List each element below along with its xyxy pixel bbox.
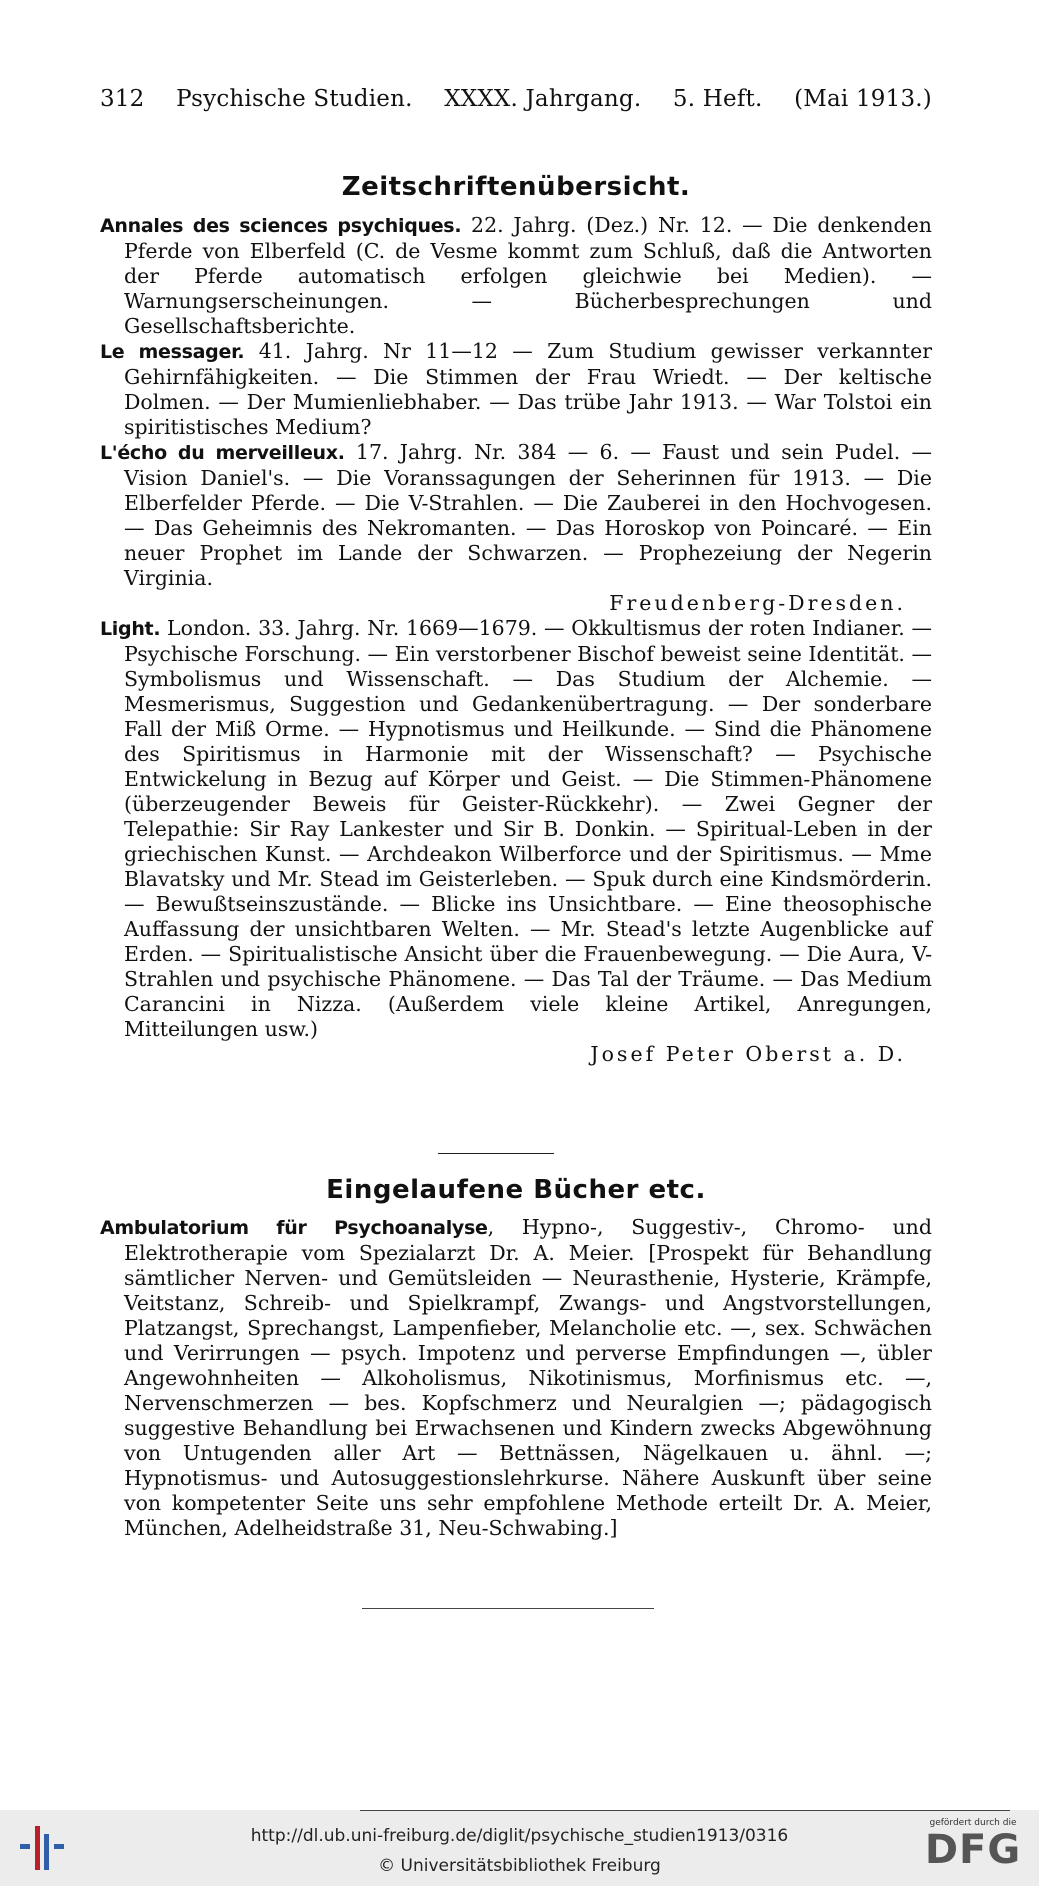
copyright: © Universitätsbibliothek Freiburg xyxy=(378,1856,661,1876)
books-list xyxy=(100,1215,932,1541)
entry-text: 22. Jahrg. (Dez.) Nr. 12. — Die denkenden Pferde von Elberfeld (C. de Vesme kommt zum Schluß, daß die Antworten der Pferde automatisch erfolgen gleichwie bei Medien). — Warnungserscheinungen. — Bücherbesprechungen und Gesellschaftsberichte. xyxy=(124,213,932,338)
divider xyxy=(362,1608,654,1609)
signature: Freudenberg-Dresden. xyxy=(609,591,906,615)
signature: Josef Peter Oberst a. D. xyxy=(590,1042,906,1066)
section-title-periodicals: Zeitschriftenübersicht. xyxy=(341,172,691,202)
entry-text: 41. Jahrg. Nr 11—12 — Zum Studium gewisser verkannter Gehirnfähigkeiten. — Die Stimmen der Frau Wriedt. — Der keltische Dolmen. — Der Mumienliebhaber. — Das trübe Jahr 1913. — War Tolstoi ein spiritistisches Medium? xyxy=(124,339,933,439)
dfg-logo-icon: DFG xyxy=(924,1827,1022,1873)
entry-text: 17. Jahrg. Nr. 384 — 6. — Faust und sein Pudel. — Vision Daniel's. — Die Voranssagungen der Seherinnen für 1913. — Die Elberfelder Pferde. — Die V-Strahlen. — Die Zauberei in den Hochvogesen. — Das Geheimnis des Nekromanten. — Das Horoskop von Poincaré. — Ein neuer Prophet im Lande der Schwarzen. — Prophezeiung der Negerin Virginia. xyxy=(124,440,932,590)
source-name: Light. xyxy=(100,618,161,640)
volume: XXXX. Jahrgang. xyxy=(444,86,642,112)
entry-text: , Hypno-, Suggestiv-, Chromo- und Elektrotherapie vom Spezialarzt Dr. A. Meier. [Prospekt für Behandlung sämtlicher Nerven- und Gemütsleiden — Neurasthenie, Hysterie, Krämpfe, Veitstanz, Schreib- und Spielkrampf, Zwangs- und Angstvorstellungen, Platzangst, Sprechangst, Lampenfieber, Melancholie etc. —, sex. Schwächen und Verirrungen — psych. Impotenz und perverse Empfindungen —, übler Angewohnheiten — Alkoholismus, Nikotinismus, Morfinismus etc. —, Nervenschmerzen — bes. Kopfschmerz und Neuralgien —; pädagogisch suggestive Behandlung bei Erwachsenen und Kindern zwecks Abgewöhnung von Untugenden aller Art — Bettnässen, Nägelkauen u. ähnl. —; Hypnotismus- und Autosuggestionslehrkurse. Nähere Auskunft über seine von kompetenter Seite uns sehr empfohlene Methode erteilt Dr. A. Meier, München, Adelheidstraße 31, Neu-Schwabing.] xyxy=(124,1215,933,1540)
page-number: 312 xyxy=(100,86,145,112)
running-head xyxy=(100,86,932,112)
funder-logo xyxy=(919,1818,1027,1872)
section-title-books: Eingelaufene Bücher etc. xyxy=(326,1175,706,1205)
funder-caption: gefördert durch die xyxy=(929,1818,1017,1828)
list-item xyxy=(100,1215,932,1541)
list-item xyxy=(100,440,932,591)
entry-text: London. 33. Jahrg. Nr. 1669—1679. — Okkultismus der roten Indianer. — Psychische Forschung. — Ein verstorbener Bischof beweist seine Identität. — Symbolismus und Wissenschaft. — Das Studium der Alchemie. — Mesmerismus, Suggestion und Gedankenübertragung. — Der sonderbare Fall der Miß Orme. — Hypnotismus und Heilkunde. — Sind die Phänomene des Spiritismus in Harmonie mit der Wissenschaft? — Psychische Entwickelung in Bezug auf Körper und Geist. — Die Stimmen-Phänomene (überzeugender Beweis für Geister-Rückkehr). — Zwei Gegner der Telepathie: Sir Ray Lankester und Sir B. Donkin. — Spiritual-Leben in der griechischen Kunst. — Archdeakon Wilberforce und der Spiritismus. — Mme Blavatsky und Mr. Stead im Geisterleben. — Spuk durch eine Kindsmörderin. — Bewußtseinszustände. — Blicke ins Unsichtbare. — Eine theosophische Auffassung der unsichtbaren Welten. — Mr. Stead's letzte Augenblicke auf Erden. — Spiritualistische Ansicht über die Frauenbewegung. — Die Aura, V-Strahlen und psychische Phänomene. — Das Tal der Träume. — Das Medium Carancini in Nizza. (Außerdem viele kleine Artikel, Anregungen, Mitteilungen usw.) xyxy=(124,616,932,1041)
source-name: Ambulatorium für Psychoanalyse xyxy=(100,1217,488,1239)
page-url-link[interactable]: http://dl.ub.uni-freiburg.de/diglit/psychische_studien1913/0316 xyxy=(250,1826,789,1846)
divider xyxy=(438,1153,554,1154)
source-name: L'écho du merveilleux. xyxy=(100,442,345,464)
list-item xyxy=(100,616,932,1042)
list-item xyxy=(100,339,932,440)
source-name: Le messager. xyxy=(100,341,245,363)
source-name: Annales des sciences psychiques. xyxy=(100,215,462,237)
periodicals-list xyxy=(100,213,932,1067)
issue-date: (Mai 1913.) xyxy=(794,86,932,112)
journal-title: Psychische Studien. xyxy=(176,86,413,112)
list-item xyxy=(100,213,932,339)
issue: 5. Heft. xyxy=(672,86,763,112)
footer-divider xyxy=(360,1810,1010,1811)
viewer-footer xyxy=(0,1810,1039,1886)
